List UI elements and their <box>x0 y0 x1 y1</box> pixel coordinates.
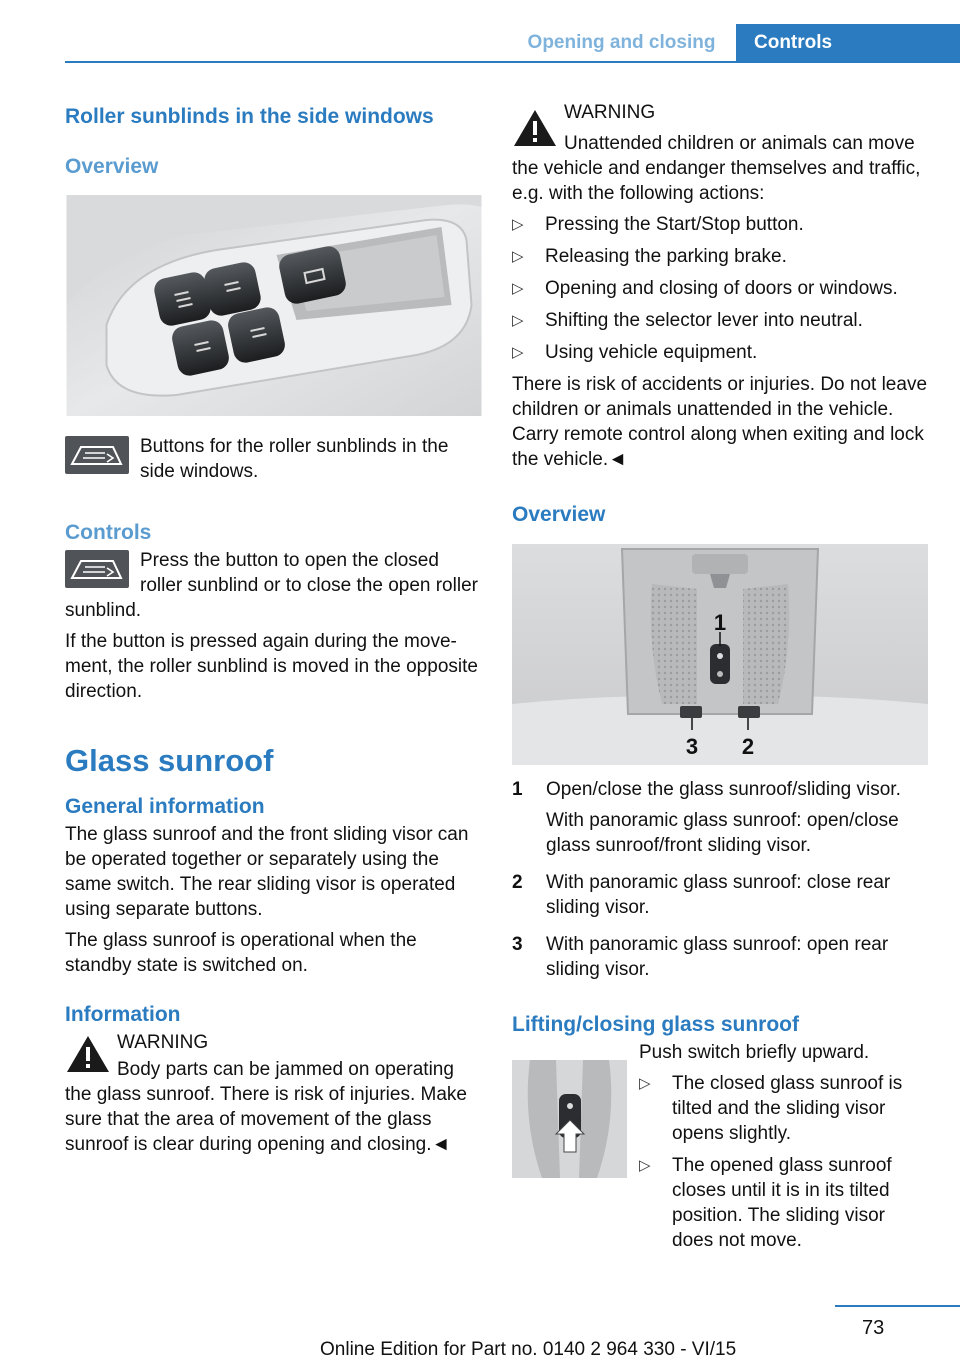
list-item: 3 With panoramic glass sunroof: open rear sliding visor. <box>512 934 889 980</box>
edition-text: Online Edition for Part no. 0140 2 964 330 - VI/15 <box>320 1339 737 1360</box>
risk-text: There is risk of accidents or injuries. Do not leave children or animals unattended in the vehicle. Carry remote control along when exiting and lock the vehicle.◄ <box>512 374 928 470</box>
list-item: ▷ The closed glass sunroof is tilted and the sliding visor opens slightly. <box>639 1073 903 1144</box>
heading-glass-sunroof: Glass sunroof <box>65 743 274 778</box>
lifting-bullets <box>639 1071 928 1253</box>
list-item: ▷ Shifting the selector lever into neutral. <box>512 310 863 331</box>
list-item: ▷ The opened glass sunroof closes until it is in its tilted position. The sliding visor does not move. <box>639 1155 892 1251</box>
roof-label-2: 2 <box>741 734 755 759</box>
header-rule <box>65 61 960 63</box>
heading-roller-sunblinds: Roller sunblinds in the side windows <box>65 105 434 128</box>
lifting-block <box>512 1040 928 1260</box>
sunblind-button-icon-2 <box>65 550 129 588</box>
sunblind-button-icon <box>65 436 129 474</box>
list-item: ▷ Opening and closing of doors or windows. <box>512 278 898 299</box>
warning-block-left <box>65 1030 483 1163</box>
list-item: ▷ Using vehicle equipment. <box>512 342 758 363</box>
heading-overview-right: Overview <box>512 503 606 526</box>
numbered-legend <box>512 777 928 988</box>
heading-overview: Overview <box>65 155 159 178</box>
lifting-text: Push switch briefly upward. <box>639 1042 870 1063</box>
footer-rule <box>835 1305 960 1307</box>
caption-text: Buttons for the roller sunblinds in the side windows. <box>140 436 449 482</box>
warning-title-left: WARNING <box>117 1032 209 1053</box>
warning-icon <box>65 1034 111 1074</box>
warning-block-right <box>512 100 928 212</box>
general-text-2: The glass sunroof is operational when the standby state is switched on. <box>65 930 417 976</box>
switch-push-up-photo <box>512 1060 627 1178</box>
header-section: Opening and closing <box>527 32 716 53</box>
list-item: ▷ Pressing the Start/Stop button. <box>512 214 804 235</box>
list-item: ▷ Releasing the parking brake. <box>512 246 787 267</box>
warning-text-left: Body parts can be jammed on operating the glass sunroof. There is risk of injuries. Make sure that the area of movement of the glass sunroof is clear during opening and closing.◄ <box>65 1059 467 1155</box>
page-number: 73 <box>862 1317 885 1339</box>
heading-controls: Controls <box>65 521 152 544</box>
general-text-1: The glass sunroof and the front sliding visor can be operated together or separately using the same switch. The rear sliding visor is operated using separate buttons. <box>65 824 469 920</box>
heading-general-information: General information <box>65 795 265 818</box>
list-item: 1 Open/close the glass sunroof/sliding visor. With panoramic glass sunroof: open/close glass sunroof/front sliding visor. <box>512 779 901 856</box>
left-column <box>65 100 483 1163</box>
heading-information: Information <box>65 1003 181 1026</box>
controls-text-2: If the button is pressed again during the movement, the roller sunblind is moved in the opposite direction. <box>65 631 478 702</box>
warning-bullets <box>512 212 928 365</box>
warning-icon-2 <box>512 108 558 148</box>
warning-title-right: WARNING <box>564 102 656 123</box>
roof-label-3: 3 <box>685 734 699 759</box>
warning-text-right: Unattended children or animals can move the vehicle and endanger themselves and traffic, e.g. with the following actions: <box>512 133 921 204</box>
heading-lifting-closing: Lifting/closing glass sunroof <box>512 1013 800 1036</box>
header-current-chapter: Controls <box>736 24 960 62</box>
right-column <box>512 100 928 1260</box>
roof-console-photo <box>512 544 928 765</box>
door-buttons-photo <box>65 195 483 416</box>
caption-block <box>65 434 483 490</box>
roof-label-1: 1 <box>713 610 727 635</box>
controls-block <box>65 548 483 629</box>
controls-text: Press the button to open the closed roller sunblind or to close the open roller sunblind. <box>65 550 478 621</box>
list-item: 2 With panoramic glass sunroof: close rear sliding visor. <box>512 872 891 918</box>
